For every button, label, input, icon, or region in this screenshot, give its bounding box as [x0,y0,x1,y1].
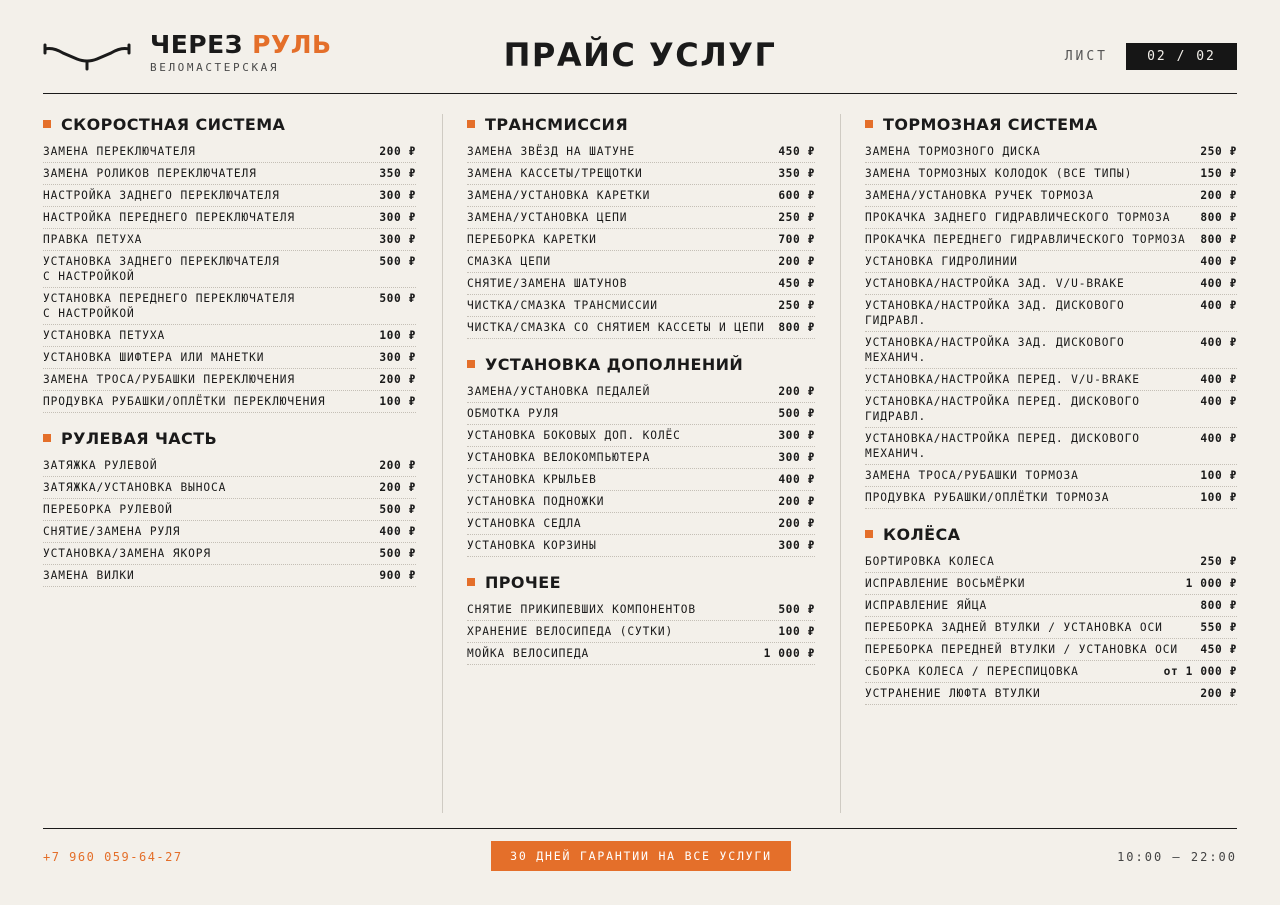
service-name: ЧИСТКА/СМАЗКА ТРАНСМИССИИ [467,299,658,312]
price-row [865,639,1237,661]
price-row [865,487,1237,509]
price-row [43,499,416,521]
section-marker-icon [467,120,475,128]
service-price: 350 ₽ [778,167,815,180]
service-price: 100 ₽ [379,329,416,342]
service-name: УСТАНОВКА/НАСТРОЙКА ЗАД. ДИСКОВОГО ГИДРАВЛ. [865,299,1125,327]
service-name: УСТАНОВКА КРЫЛЬЕВ [467,473,597,486]
service-price: 400 ₽ [778,473,815,486]
service-price: 150 ₽ [1200,167,1237,180]
price-row [43,543,416,565]
service-name: НАСТРОЙКА ПЕРЕДНЕГО ПЕРЕКЛЮЧАТЕЛЯ [43,211,295,224]
service-name: УСТАНОВКА ВЕЛОКОМПЬЮТЕРА [467,451,651,464]
service-price: 300 ₽ [778,451,815,464]
section-marker-icon [865,120,873,128]
price-section [467,113,815,339]
price-section [467,571,815,665]
page-title: ПРАЙС УСЛУГ [503,36,777,74]
service-price: 400 ₽ [1200,299,1237,312]
brand [150,30,332,74]
service-name: ПРОКАЧКА ЗАДНЕГО ГИДРАВЛИЧЕСКОГО ТОРМОЗА [865,211,1171,224]
price-row [43,565,416,587]
service-name: ЗАТЯЖКА/УСТАНОВКА ВЫНОСА [43,481,227,494]
section-title: РУЛЕВАЯ ЧАСТЬ [61,428,218,448]
service-name: СБОРКА КОЛЕСА / ПЕРЕСПИЦОВКА [865,665,1079,678]
service-name: УСТАНОВКА БОКОВЫХ ДОП. КОЛЁС [467,429,681,442]
service-name: ИСПРАВЛЕНИЕ ВОСЬМЁРКИ [865,577,1026,590]
service-price: 500 ₽ [379,292,416,305]
service-name: ЗАМЕНА/УСТАНОВКА КАРЕТКИ [467,189,651,202]
sheet-indicator [1065,43,1237,70]
price-row [865,617,1237,639]
price-row [43,521,416,543]
service-price: 200 ₽ [778,255,815,268]
service-name: ПРОДУВКА РУБАШКИ/ОПЛЁТКИ ПЕРЕКЛЮЧЕНИЯ [43,395,326,408]
service-price: 400 ₽ [379,525,416,538]
service-name: ПРАВКА ПЕТУХА [43,233,143,246]
section-title: УСТАНОВКА ДОПОЛНЕНИЙ [485,354,744,374]
service-name: ЗАМЕНА/УСТАНОВКА ЦЕПИ [467,211,628,224]
price-row [865,428,1237,465]
price-row [43,141,416,163]
service-name: ИСПРАВЛЕНИЕ ЯЙЦА [865,599,988,612]
service-price: 300 ₽ [379,189,416,202]
service-name: ЗАМЕНА ТРОСА/РУБАШКИ ПЕРЕКЛЮЧЕНИЯ [43,373,295,386]
section-marker-icon [43,120,51,128]
price-row [865,141,1237,163]
brand-name [150,30,332,60]
service-price: 100 ₽ [1200,469,1237,482]
service-price: 100 ₽ [379,395,416,408]
service-price: 200 ₽ [778,517,815,530]
service-name: ХРАНЕНИЕ ВЕЛОСИПЕДА (СУТКИ) [467,625,674,638]
service-name: СМАЗКА ЦЕПИ [467,255,551,268]
service-price: 700 ₽ [778,233,815,246]
service-price: 400 ₽ [1200,373,1237,386]
service-price: 100 ₽ [778,625,815,638]
price-row [467,599,815,621]
price-section [43,113,416,413]
price-row [467,251,815,273]
section-marker-icon [467,360,475,368]
price-row [43,455,416,477]
price-row [865,551,1237,573]
price-row [43,185,416,207]
price-row [467,535,815,557]
price-row [467,273,815,295]
price-row [467,403,815,425]
section-header [467,353,815,375]
service-price: 450 ₽ [778,145,815,158]
service-name: УСТАНОВКА/НАСТРОЙКА ПЕРЕД. ДИСКОВОГО МЕХАНИЧ. [865,432,1140,460]
service-price: 300 ₽ [379,351,416,364]
section-header [467,113,815,135]
section-title: ТОРМОЗНАЯ СИСТЕМА [883,114,1098,134]
service-name: ОБМОТКА РУЛЯ [467,407,559,420]
service-price: 800 ₽ [1200,211,1237,224]
service-price: 350 ₽ [379,167,416,180]
service-name: УСТАНОВКА ПЕТУХА [43,329,166,342]
service-name: УСТАНОВКА/НАСТРОЙКА ЗАД. ДИСКОВОГО МЕХАНИЧ. [865,336,1125,364]
service-name: ЗАМЕНА ВИЛКИ [43,569,135,582]
service-name: ЗАМЕНА/УСТАНОВКА ПЕДАЛЕЙ [467,385,651,398]
price-column-2 [467,113,815,679]
price-section [865,523,1237,705]
section-title: ТРАНСМИССИЯ [485,114,629,134]
service-price: 200 ₽ [778,385,815,398]
price-row [467,621,815,643]
price-row [865,207,1237,229]
price-row [467,295,815,317]
service-price: 200 ₽ [379,481,416,494]
service-price: 800 ₽ [778,321,815,334]
service-name: УСТРАНЕНИЕ ЛЮФТА ВТУЛКИ [865,687,1041,700]
price-section [43,427,416,587]
price-row [467,491,815,513]
service-name: УСТАНОВКА ГИДРОЛИНИИ [865,255,1018,268]
service-name: ЗАТЯЖКА РУЛЕВОЙ [43,459,158,472]
service-price: 550 ₽ [1200,621,1237,634]
service-name: БОРТИРОВКА КОЛЕСА [865,555,995,568]
column-divider [442,114,443,813]
service-price: 450 ₽ [778,277,815,290]
service-price: 100 ₽ [1200,491,1237,504]
price-section [467,353,815,557]
service-price: 800 ₽ [1200,599,1237,612]
service-price: 400 ₽ [1200,277,1237,290]
price-row [865,595,1237,617]
price-row [467,141,815,163]
service-price: 500 ₽ [379,503,416,516]
service-price: 400 ₽ [1200,255,1237,268]
service-price: 450 ₽ [1200,643,1237,656]
price-row [865,465,1237,487]
section-title: СКОРОСТНАЯ СИСТЕМА [61,114,286,134]
service-price: 500 ₽ [379,255,416,268]
service-name: УСТАНОВКА/НАСТРОЙКА ПЕРЕД. ДИСКОВОГО ГИДРАВЛ. [865,395,1140,423]
service-name: ЗАМЕНА/УСТАНОВКА РУЧЕК ТОРМОЗА [865,189,1095,202]
service-name: ЗАМЕНА ТРОСА/РУБАШКИ ТОРМОЗА [865,469,1079,482]
price-row [865,163,1237,185]
price-row [43,251,416,288]
price-row [865,251,1237,273]
service-name: УСТАНОВКА ЗАДНЕГО ПЕРЕКЛЮЧАТЕЛЯ С НАСТРОЙКОЙ [43,255,280,283]
price-row [467,513,815,535]
service-price: 250 ₽ [1200,145,1237,158]
price-row [467,469,815,491]
handlebar-icon [43,41,131,71]
price-row [865,391,1237,428]
service-name: УСТАНОВКА ПЕРЕДНЕГО ПЕРЕКЛЮЧАТЕЛЯ С НАСТРОЙКОЙ [43,292,295,320]
service-name: ЗАМЕНА ТОРМОЗНЫХ КОЛОДОК (ВСЕ ТИПЫ) [865,167,1133,180]
service-price: 400 ₽ [1200,336,1237,349]
section-marker-icon [43,434,51,442]
sheet-number: 02 / 02 [1126,43,1237,70]
section-header [43,113,416,135]
price-row [43,325,416,347]
price-row [467,163,815,185]
service-name: ПРОКАЧКА ПЕРЕДНЕГО ГИДРАВЛИЧЕСКОГО ТОРМОЗА [865,233,1186,246]
price-column-3 [865,113,1237,719]
working-hours: 10:00 — 22:00 [1117,850,1237,864]
price-row [865,573,1237,595]
price-row [467,447,815,469]
page-footer [43,828,1237,878]
price-row [43,347,416,369]
service-name: ЧИСТКА/СМАЗКА СО СНЯТИЕМ КАССЕТЫ И ЦЕПИ [467,321,765,334]
service-name: ЗАМЕНА РОЛИКОВ ПЕРЕКЛЮЧАТЕЛЯ [43,167,257,180]
section-marker-icon [865,530,873,538]
service-name: СНЯТИЕ ПРИКИПЕВШИХ КОМПОНЕНТОВ [467,603,697,616]
service-price: 800 ₽ [1200,233,1237,246]
price-row [467,229,815,251]
price-row [865,273,1237,295]
service-price: 300 ₽ [379,233,416,246]
section-header [865,523,1237,545]
service-name: УСТАНОВКА ПОДНОЖКИ [467,495,605,508]
service-price: 1 000 ₽ [1185,577,1237,590]
service-name: УСТАНОВКА/ЗАМЕНА ЯКОРЯ [43,547,211,560]
section-header [865,113,1237,135]
service-name: ЗАМЕНА ЗВЁЗД НА ШАТУНЕ [467,145,635,158]
section-marker-icon [467,578,475,586]
page-header [43,30,1237,94]
brand-subtitle: ВЕЛОМАСТЕРСКАЯ [150,61,280,74]
service-name: ЗАМЕНА ТОРМОЗНОГО ДИСКА [865,145,1041,158]
phone-number[interactable]: +7 960 059-64-27 [43,850,183,864]
section-header [467,571,815,593]
service-name: МОЙКА ВЕЛОСИПЕДА [467,647,590,660]
column-divider [840,114,841,813]
brand-name-accent: РУЛЬ [252,30,332,59]
service-name: ПРОДУВКА РУБАШКИ/ОПЛЁТКИ ТОРМОЗА [865,491,1110,504]
service-name: УСТАНОВКА СЕДЛА [467,517,582,530]
service-price: 200 ₽ [1200,189,1237,202]
service-name: СНЯТИЕ/ЗАМЕНА ШАТУНОВ [467,277,628,290]
service-price: 300 ₽ [379,211,416,224]
price-row [467,317,815,339]
service-name: УСТАНОВКА/НАСТРОЙКА ЗАД. V/U-BRAKE [865,277,1125,290]
service-price: 500 ₽ [778,407,815,420]
service-price: 200 ₽ [379,459,416,472]
guarantee-badge: 30 ДНЕЙ ГАРАНТИИ НА ВСЕ УСЛУГИ [491,841,791,871]
service-name: ЗАМЕНА ПЕРЕКЛЮЧАТЕЛЯ [43,145,196,158]
price-row [865,185,1237,207]
service-price: 200 ₽ [379,373,416,386]
price-row [43,288,416,325]
service-price: 400 ₽ [1200,432,1237,445]
price-column-1 [43,113,416,601]
service-name: ПЕРЕБОРКА РУЛЕВОЙ [43,503,173,516]
service-name: ПЕРЕБОРКА КАРЕТКИ [467,233,597,246]
service-name: НАСТРОЙКА ЗАДНЕГО ПЕРЕКЛЮЧАТЕЛЯ [43,189,280,202]
service-price: 300 ₽ [778,429,815,442]
service-price: 600 ₽ [778,189,815,202]
section-title: КОЛЁСА [883,524,961,544]
price-row [865,229,1237,251]
section-header [43,427,416,449]
service-price: 250 ₽ [1200,555,1237,568]
service-name: УСТАНОВКА КОРЗИНЫ [467,539,597,552]
service-price: 200 ₽ [379,145,416,158]
service-price: 200 ₽ [1200,687,1237,700]
service-price: 200 ₽ [778,495,815,508]
price-row [43,163,416,185]
service-price: от 1 000 ₽ [1163,665,1237,678]
service-price: 250 ₽ [778,299,815,312]
price-row [43,391,416,413]
price-section [865,113,1237,509]
sheet-label: ЛИСТ [1064,49,1108,64]
price-row [43,477,416,499]
price-row [865,332,1237,369]
service-name: ЗАМЕНА КАССЕТЫ/ТРЕЩОТКИ [467,167,643,180]
price-row [467,643,815,665]
price-row [43,369,416,391]
brand-name-main: ЧЕРЕЗ [150,30,243,59]
service-price: 900 ₽ [379,569,416,582]
service-price: 300 ₽ [778,539,815,552]
price-row [865,661,1237,683]
service-name: УСТАНОВКА/НАСТРОЙКА ПЕРЕД. V/U-BRAKE [865,373,1140,386]
service-price: 250 ₽ [778,211,815,224]
service-price: 500 ₽ [778,603,815,616]
price-row [467,207,815,229]
price-row [467,425,815,447]
price-row [467,381,815,403]
service-price: 500 ₽ [379,547,416,560]
service-price: 1 000 ₽ [763,647,815,660]
price-row [467,185,815,207]
price-row [43,207,416,229]
price-row [865,295,1237,332]
section-title: ПРОЧЕЕ [485,572,561,592]
service-name: СНЯТИЕ/ЗАМЕНА РУЛЯ [43,525,181,538]
service-name: УСТАНОВКА ШИФТЕРА ИЛИ МАНЕТКИ [43,351,265,364]
service-name: ПЕРЕБОРКА ЗАДНЕЙ ВТУЛКИ / УСТАНОВКА ОСИ [865,621,1163,634]
price-row [865,683,1237,705]
price-row [865,369,1237,391]
service-name: ПЕРЕБОРКА ПЕРЕДНЕЙ ВТУЛКИ / УСТАНОВКА ОСИ [865,643,1179,656]
service-price: 400 ₽ [1200,395,1237,408]
price-row [43,229,416,251]
